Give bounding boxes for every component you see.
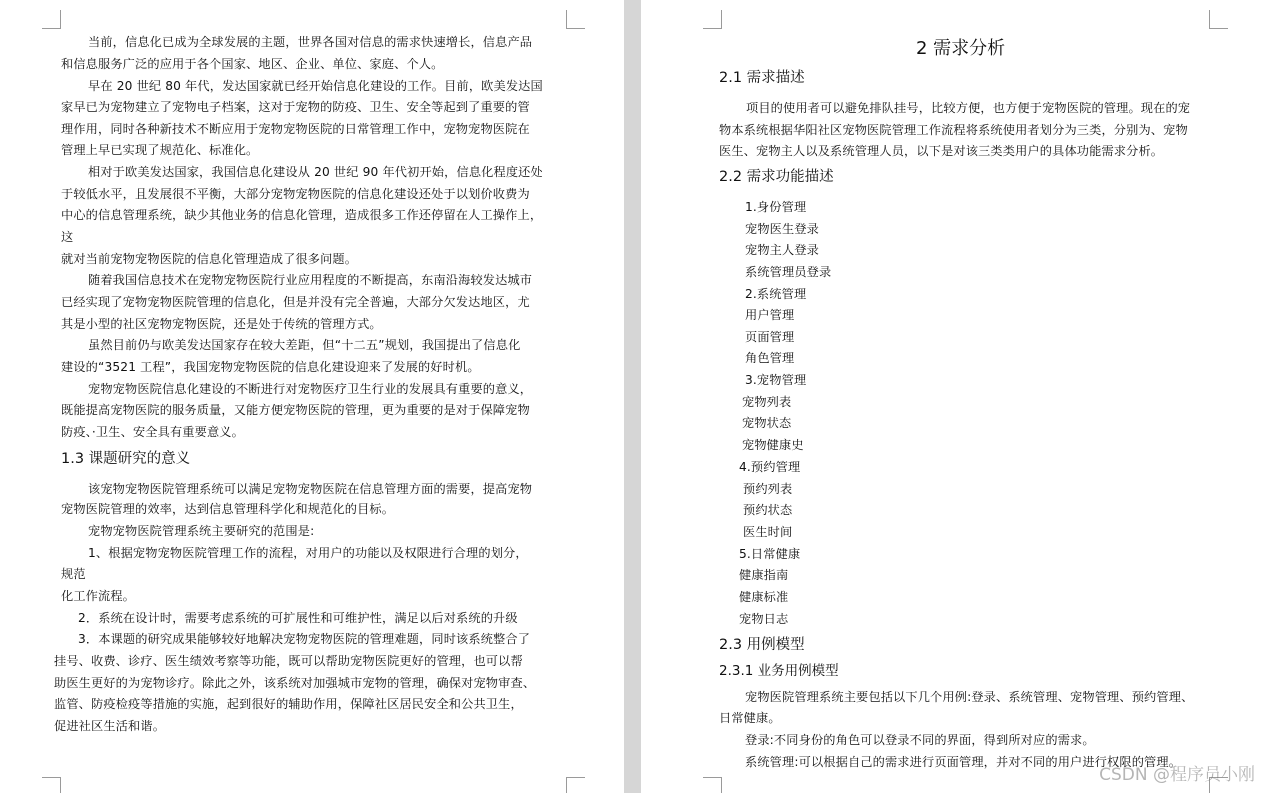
paragraph-line: 和信息服务广泛的应用于各个国家、地区、企业、单位、家庭、个人。 bbox=[61, 57, 444, 71]
page-corner-mark bbox=[703, 777, 722, 793]
paragraph-line: 医生、宠物主人以及系统管理人员，以下是对该三类类用户的具体功能需求分析。 bbox=[719, 144, 1164, 158]
list-item: 系统管理员登录 bbox=[745, 265, 832, 279]
list-item: 3.宠物管理 bbox=[745, 373, 807, 387]
paragraph-line: 3．本课题的研究成果能够较好地解决宠物宠物医院的管理难题，同时该系统整合了 bbox=[78, 632, 531, 646]
paragraph-line: 化工作流程。 bbox=[61, 589, 136, 603]
paragraph-line: 管理上早已实现了规范化、标准化。 bbox=[61, 143, 259, 157]
list-item: 宠物医生登录 bbox=[745, 222, 820, 236]
section-heading-2-3: 2.3 用例模型 bbox=[719, 637, 805, 653]
page-corner-mark bbox=[42, 10, 61, 29]
page-corner-mark bbox=[42, 777, 61, 793]
list-item: 宠物主人登录 bbox=[745, 243, 820, 257]
paragraph-line: 促进社区生活和谐。 bbox=[54, 719, 166, 733]
page-gap bbox=[624, 0, 641, 793]
paragraph-line: 宠物医院管理系统主要包括以下几个用例:登录、系统管理、宠物管理、预约管理、 bbox=[745, 690, 1194, 704]
section-heading-1-3: 1.3 课题研究的意义 bbox=[61, 451, 191, 467]
paragraph-line: 既能提高宠物医院的服务质量，又能方便宠物医院的管理，更为重要的是对于保障宠物 bbox=[61, 403, 530, 417]
paragraph-line: 宠物医院管理的效率，达到信息管理科学化和规范化的目标。 bbox=[61, 502, 395, 516]
list-item: 宠物健康史 bbox=[742, 438, 804, 452]
list-item: 5.日常健康 bbox=[739, 547, 801, 561]
paragraph-line: 相对于欧美发达国家，我国信息化建设从 20 世纪 90 年代初开始，信息化程度还处 bbox=[88, 165, 543, 179]
paragraph-line: 当前，信息化已成为全球发展的主题，世界各国对信息的需求快速增长，信息产品 bbox=[88, 35, 533, 49]
paragraph-line: 项目的使用者可以避免排队挂号，比较方便，也方便于宠物医院的管理。现在的宠 bbox=[746, 101, 1191, 115]
paragraph-line: 规范 bbox=[61, 567, 86, 581]
paragraph-line: 助医生更好的为宠物诊疗。除此之外，该系统对加强城市宠物的管理，确保对宠物审查、 bbox=[54, 676, 536, 690]
paragraph-line: 防疫、·卫生、安全具有重要意义。 bbox=[61, 425, 244, 439]
paragraph-line: 早在 20 世纪 80 年代，发达国家就已经开始信息化建设的工作。目前，欧美发达国 bbox=[88, 79, 543, 93]
list-item: 角色管理 bbox=[745, 351, 795, 365]
paragraph-line: 宠物宠物医院管理系统主要研究的范围是: bbox=[88, 524, 315, 538]
list-item: 2.系统管理 bbox=[745, 287, 807, 301]
list-item: 4.预约管理 bbox=[739, 460, 801, 474]
list-item: 宠物列表 bbox=[742, 395, 792, 409]
paragraph-line: 宠物宠物医院信息化建设的不断进行对宠物医疗卫生行业的发展具有重要的意义， bbox=[88, 382, 533, 396]
list-item: 预约列表 bbox=[743, 482, 793, 496]
subsection-heading-2-3-1: 2.3.1 业务用例模型 bbox=[719, 663, 839, 679]
csdn-watermark: CSDN @程序员小刚 bbox=[1099, 765, 1255, 785]
page-corner-mark bbox=[566, 10, 585, 29]
paragraph-line: 中心的信息管理系统，缺少其他业务的信息化管理，造成很多工作还停留在人工操作上， bbox=[61, 208, 543, 222]
paragraph-line: 家早已为宠物建立了宠物电子档案，这对于宠物的防疫、卫生、安全等起到了重要的管 bbox=[61, 100, 530, 114]
list-item: 用户管理 bbox=[745, 308, 795, 322]
paragraph-line: 挂号、收费、诊疗、医生绩效考察等功能，既可以帮助宠物医院更好的管理，也可以帮 bbox=[54, 654, 523, 668]
paragraph-line: 2．系统在设计时，需要考虑系统的可扩展性和可维护性，满足以后对系统的升级 bbox=[78, 611, 518, 625]
list-item: 预约状态 bbox=[743, 503, 793, 517]
paragraph-line: 1、根据宠物宠物医院管理工作的流程，对用户的功能以及权限进行合理的划分， bbox=[88, 546, 528, 560]
list-item: 健康指南 bbox=[739, 568, 789, 582]
page-corner-mark bbox=[703, 10, 722, 29]
list-item: 宠物日志 bbox=[739, 612, 789, 626]
paragraph-line: 这 bbox=[61, 230, 74, 244]
list-item: 宠物状态 bbox=[742, 416, 792, 430]
paragraph-line: 监管、防疫检疫等措施的实施，起到很好的辅助作用，保障社区居民安全和公共卫生， bbox=[54, 697, 523, 711]
page-corner-mark bbox=[566, 777, 585, 793]
paragraph-line: 系统管理:可以根据自己的需求进行页面管理，并对不同的用户进行权限的管理。 bbox=[745, 755, 1182, 769]
paragraph-line: 虽然目前仍与欧美发达国家存在较大差距，但“十二五”规划，我国提出了信息化 bbox=[88, 338, 521, 352]
list-item: 页面管理 bbox=[745, 330, 795, 344]
paragraph-line: 该宠物宠物医院管理系统可以满足宠物宠物医院在信息管理方面的需要，提高宠物 bbox=[88, 482, 533, 496]
chapter-title: 2 需求分析 bbox=[916, 38, 1006, 59]
paragraph-line: 随着我国信息技术在宠物宠物医院行业应用程度的不断提高，东南沿海较发达城市 bbox=[88, 273, 533, 287]
paragraph-line: 建设的“3521 工程”，我国宠物宠物医院的信息化建设迎来了发展的好时机。 bbox=[61, 360, 480, 374]
section-heading-2-2: 2.2 需求功能描述 bbox=[719, 169, 834, 185]
section-heading-2-1: 2.1 需求描述 bbox=[719, 70, 805, 86]
paragraph-line: 物本系统根据华阳社区宠物医院管理工作流程将系统使用者划分为三类，分别为、宠物 bbox=[719, 123, 1188, 137]
paragraph-line: 已经实现了宠物宠物医院管理的信息化，但是并没有完全普遍，大部分欠发达地区，尤 bbox=[61, 295, 530, 309]
paragraph-line: 登录:不同身份的角色可以登录不同的界面，得到所对应的需求。 bbox=[745, 733, 1095, 747]
list-item: 健康标准 bbox=[739, 590, 789, 604]
paragraph-line: 于较低水平，且发展很不平衡，大部分宠物宠物医院的信息化建设还处于以划价收费为 bbox=[61, 187, 530, 201]
right-document-page bbox=[641, 0, 1261, 793]
paragraph-line: 就对当前宠物宠物医院的信息化管理造成了很多问题。 bbox=[61, 252, 358, 266]
list-item: 医生时间 bbox=[743, 525, 793, 539]
page-corner-mark bbox=[1209, 10, 1228, 29]
paragraph-line: 理作用，同时各种新技术不断应用于宠物宠物医院的日常管理工作中，宠物宠物医院在 bbox=[61, 122, 530, 136]
left-document-page bbox=[0, 0, 624, 793]
paragraph-line: 其是小型的社区宠物宠物医院，还是处于传统的管理方式。 bbox=[61, 317, 382, 331]
list-item: 1.身份管理 bbox=[745, 200, 807, 214]
paragraph-line: 日常健康。 bbox=[719, 711, 781, 725]
